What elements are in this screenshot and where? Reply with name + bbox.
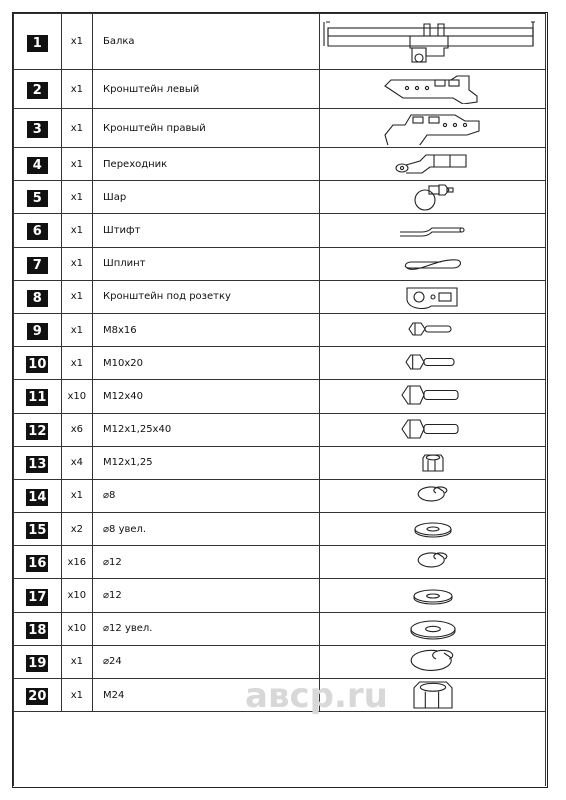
bolt-icon bbox=[320, 419, 545, 441]
part-row bbox=[14, 70, 546, 109]
part-name: Кронштейн под розетку bbox=[93, 280, 320, 313]
part-number: 16 bbox=[28, 556, 47, 572]
spring-washer-icon bbox=[320, 551, 545, 573]
part-quantity: x16 bbox=[61, 546, 92, 579]
part-quantity: x1 bbox=[61, 479, 92, 512]
parts-table bbox=[13, 13, 546, 786]
part-number: 1 bbox=[27, 35, 48, 52]
part-number: 19 bbox=[28, 655, 47, 671]
part-number: 2 bbox=[27, 82, 48, 99]
flat-washer-icon bbox=[320, 587, 545, 605]
part-name: Шар bbox=[93, 181, 320, 214]
part-number: 11 bbox=[28, 390, 47, 406]
part-picture-cell bbox=[320, 546, 546, 579]
part-number: 8 bbox=[27, 290, 48, 307]
part-row bbox=[14, 446, 546, 479]
part-picture-cell bbox=[320, 280, 546, 313]
part-picture-cell bbox=[320, 14, 546, 70]
part-quantity: x10 bbox=[61, 380, 92, 413]
part-number: 5 bbox=[27, 190, 48, 207]
part-number: 15 bbox=[28, 523, 47, 539]
part-number-cell bbox=[14, 413, 62, 446]
part-name: Штифт bbox=[93, 214, 320, 247]
part-row bbox=[14, 612, 546, 645]
watermark-text: авср.ru bbox=[245, 677, 388, 716]
part-picture-cell bbox=[320, 645, 546, 678]
bolt-icon bbox=[320, 385, 545, 407]
part-picture-cell bbox=[320, 612, 546, 645]
part-name: Шплинт bbox=[93, 247, 320, 280]
socket-bracket-icon bbox=[320, 284, 545, 310]
part-number-cell bbox=[14, 148, 62, 181]
part-quantity: x1 bbox=[61, 280, 92, 313]
part-quantity: x1 bbox=[61, 181, 92, 214]
part-quantity: x1 bbox=[61, 148, 92, 181]
spring-washer-icon bbox=[320, 485, 545, 507]
part-name: ⌀8 bbox=[93, 479, 320, 512]
part-number-cell bbox=[14, 313, 62, 346]
part-row bbox=[14, 645, 546, 678]
part-picture-cell bbox=[320, 70, 546, 109]
part-name: M12x1,25 bbox=[93, 446, 320, 479]
part-picture-cell bbox=[320, 214, 546, 247]
part-name: M8x16 bbox=[93, 313, 320, 346]
part-row bbox=[14, 214, 546, 247]
parts-sheet bbox=[12, 12, 548, 788]
part-quantity: x6 bbox=[61, 413, 92, 446]
part-quantity: x1 bbox=[61, 214, 92, 247]
part-row bbox=[14, 479, 546, 512]
part-name: ⌀8 увел. bbox=[93, 513, 320, 546]
part-number-cell bbox=[14, 70, 62, 109]
part-name: M24 bbox=[93, 679, 320, 712]
part-quantity: x1 bbox=[61, 313, 92, 346]
ball-icon bbox=[320, 182, 545, 212]
part-number: 7 bbox=[27, 257, 48, 274]
part-number: 9 bbox=[27, 323, 48, 340]
part-name: Кронштейн правый bbox=[93, 109, 320, 148]
part-row bbox=[14, 280, 546, 313]
empty-row bbox=[14, 712, 546, 787]
bracket-right-icon bbox=[320, 111, 545, 145]
part-picture-cell bbox=[320, 148, 546, 181]
part-number-cell bbox=[14, 214, 62, 247]
part-quantity: x2 bbox=[61, 513, 92, 546]
part-row bbox=[14, 14, 546, 70]
part-number-cell bbox=[14, 579, 62, 612]
part-quantity: x1 bbox=[61, 247, 92, 280]
part-number-cell bbox=[14, 513, 62, 546]
part-number: 10 bbox=[28, 357, 47, 373]
part-picture-cell bbox=[320, 109, 546, 148]
part-row bbox=[14, 413, 546, 446]
cotter-pin-icon bbox=[320, 254, 545, 274]
adapter-icon bbox=[320, 153, 545, 175]
part-picture-cell bbox=[320, 247, 546, 280]
part-name: ⌀24 bbox=[93, 645, 320, 678]
part-name: M10x20 bbox=[93, 347, 320, 380]
part-number: 12 bbox=[28, 423, 47, 439]
part-quantity: x1 bbox=[61, 347, 92, 380]
part-row bbox=[14, 181, 546, 214]
part-number: 14 bbox=[28, 489, 47, 505]
part-name: ⌀12 bbox=[93, 579, 320, 612]
part-quantity: x10 bbox=[61, 612, 92, 645]
part-name: Кронштейн левый bbox=[93, 70, 320, 109]
part-picture-cell bbox=[320, 413, 546, 446]
tow-beam-icon bbox=[320, 18, 545, 66]
part-quantity: x4 bbox=[61, 446, 92, 479]
part-row bbox=[14, 579, 546, 612]
part-row bbox=[14, 109, 546, 148]
part-picture-cell bbox=[320, 313, 546, 346]
part-number-cell bbox=[14, 380, 62, 413]
part-number: 3 bbox=[27, 121, 48, 138]
part-row bbox=[14, 313, 546, 346]
part-name: M12x1,25x40 bbox=[93, 413, 320, 446]
part-number-cell bbox=[14, 109, 62, 148]
part-number: 13 bbox=[28, 456, 47, 472]
nut-icon bbox=[320, 453, 545, 473]
part-quantity: x1 bbox=[61, 679, 92, 712]
part-number-cell bbox=[14, 14, 62, 70]
watermark-logo bbox=[245, 677, 395, 717]
part-row bbox=[14, 513, 546, 546]
bolt-icon bbox=[320, 352, 545, 374]
part-number-cell bbox=[14, 479, 62, 512]
part-quantity: x1 bbox=[61, 645, 92, 678]
part-picture-cell bbox=[320, 380, 546, 413]
part-quantity: x1 bbox=[61, 14, 92, 70]
part-name: Переходник bbox=[93, 148, 320, 181]
part-picture-cell bbox=[320, 479, 546, 512]
part-name: ⌀12 увел. bbox=[93, 612, 320, 645]
part-number-cell bbox=[14, 645, 62, 678]
part-number-cell bbox=[14, 446, 62, 479]
flat-washer-icon bbox=[320, 618, 545, 640]
part-quantity: x1 bbox=[61, 70, 92, 109]
part-number-cell bbox=[14, 546, 62, 579]
part-name: Балка bbox=[93, 14, 320, 70]
part-number-cell bbox=[14, 612, 62, 645]
spring-washer-icon bbox=[320, 648, 545, 676]
part-row bbox=[14, 148, 546, 181]
part-name: ⌀12 bbox=[93, 546, 320, 579]
part-number-cell bbox=[14, 347, 62, 380]
part-number-cell bbox=[14, 280, 62, 313]
part-picture-cell bbox=[320, 579, 546, 612]
part-picture-cell bbox=[320, 181, 546, 214]
part-quantity: x1 bbox=[61, 109, 92, 148]
part-row bbox=[14, 247, 546, 280]
bracket-left-icon bbox=[320, 74, 545, 104]
pin-icon bbox=[320, 222, 545, 238]
part-row bbox=[14, 546, 546, 579]
part-number: 18 bbox=[28, 622, 47, 638]
part-row bbox=[14, 380, 546, 413]
part-row bbox=[14, 347, 546, 380]
part-name: M12x40 bbox=[93, 380, 320, 413]
part-number-cell bbox=[14, 181, 62, 214]
part-number: 6 bbox=[27, 223, 48, 240]
part-quantity: x10 bbox=[61, 579, 92, 612]
part-number: 17 bbox=[28, 589, 47, 605]
flat-washer-icon bbox=[320, 520, 545, 538]
bolt-icon bbox=[320, 319, 545, 341]
part-number: 4 bbox=[27, 157, 48, 174]
part-number-cell bbox=[14, 679, 62, 712]
part-picture-cell bbox=[320, 347, 546, 380]
part-number-cell bbox=[14, 247, 62, 280]
part-number: 20 bbox=[28, 689, 47, 705]
part-picture-cell bbox=[320, 446, 546, 479]
part-picture-cell bbox=[320, 513, 546, 546]
